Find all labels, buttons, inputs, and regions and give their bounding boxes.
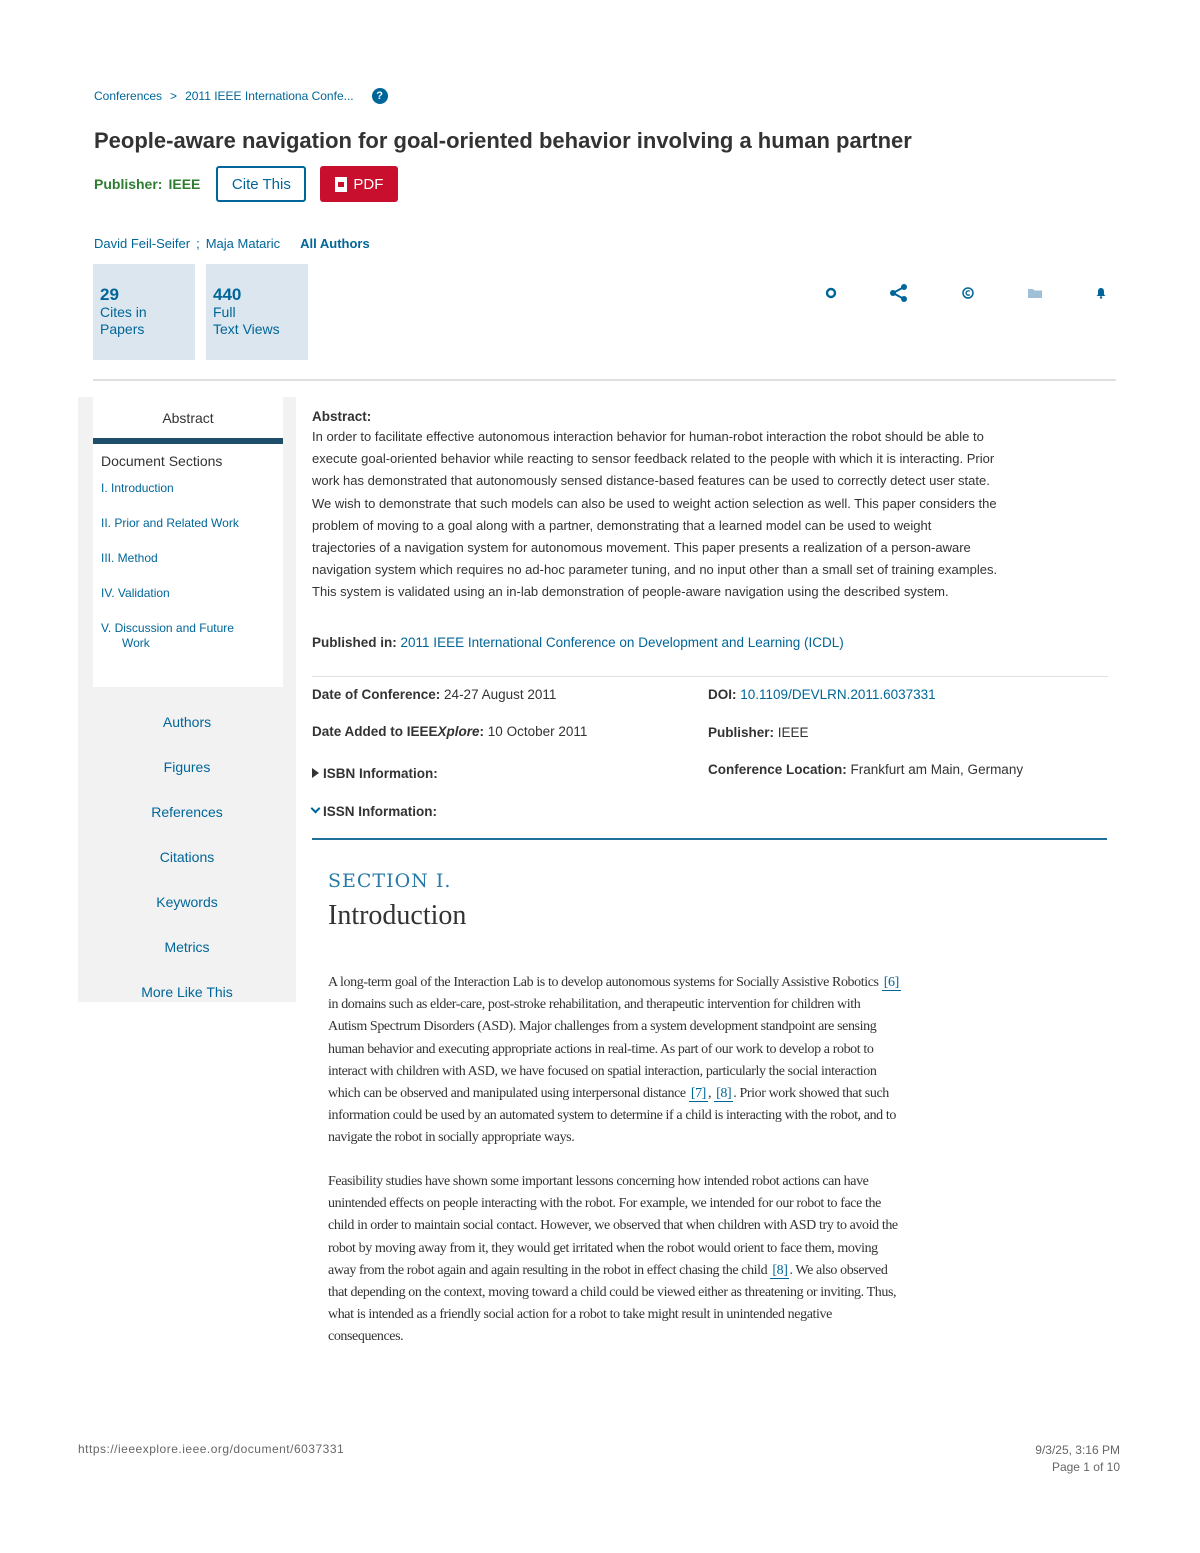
footer-date: 9/3/25, 3:16 PM [1035,1443,1120,1457]
breadcrumb [94,88,388,104]
header-divider [93,379,1116,381]
meta-label-colon: : [479,724,485,739]
text-span: away from the robot again and again resulting in the robot in effect chasing the child [328,1262,771,1278]
text-span: A long-term goal of the Interaction Lab is to develop autonomous systems for Socially Assistive Robotics [328,975,882,990]
paragraph-1 [328,972,1058,1150]
meta-value: Frankfurt am Main, Germany [850,762,1024,777]
pdf-button[interactable] [320,166,398,202]
text-line: in domains such as elder-care, post-stroke rehabilitation, and therapeutic intervention for children with [328,997,861,1013]
metric-label: Full [213,304,236,320]
text-line: robot by moving away from it, they would get irritated when the robot would orient to face them, moving [328,1240,878,1256]
folder-icon[interactable] [1024,282,1046,304]
sidebar-link-more-like-this[interactable]: More Like This [141,983,233,1000]
sidebar-item-abstract[interactable]: Abstract [93,397,283,444]
text-line: what is intended as a friendly social action for a robot to take might result in unintended negative [328,1307,832,1323]
meta-label: Date of Conference: [312,687,441,702]
text-line: navigate the robot in socially appropriate ways. [328,1130,575,1146]
footer-date-page [1035,1442,1120,1476]
text-line [328,1260,1058,1282]
text-line: information could be used by an automated system to determine if a child is interacting with the robot, and to [328,1108,896,1124]
text-line: interact with children with ASD, we have focused on spatial interaction, particularly the social interaction [328,1063,877,1079]
sidebar-section-introduction[interactable]: I. Introduction [101,481,174,495]
reference-link[interactable]: [7] [690,1086,706,1102]
metric-label: Text Views [213,321,280,337]
breadcrumb-conference[interactable]: 2011 IEEE Internationa Confe... [185,89,354,103]
metric-cites[interactable] [93,264,195,360]
sidebar-link-references[interactable]: References [151,803,223,820]
page-title: People-aware navigation for goal-oriented behavior involving a human partner [94,128,912,153]
help-icon[interactable]: ? [372,88,388,104]
publisher-label: Publisher: [94,176,163,192]
paragraph-2 [328,1171,1058,1349]
doi [708,687,936,702]
meta-value: IEEE [777,725,809,740]
published-in [312,635,844,650]
meta-publisher [708,725,809,740]
footer-url: https://ieeexplore.ieee.org/document/6037331 [78,1442,345,1456]
meta-divider [312,676,1108,677]
section-divider [312,838,1107,840]
authors-row [94,236,370,251]
pdf-button-label: PDF [353,175,384,193]
sidebar-link-citations[interactable]: Citations [159,848,215,865]
abstract-line: problem of moving to a goal along with a partner, demonstrating that a learned model can be used to weight [312,517,932,533]
text-span: . Prior work showed that such [733,1086,889,1102]
abstract-line: work has demonstrated that autonomously sensed distance-based features can be used to correctly detect user state. [312,473,990,489]
publisher-value: IEEE [168,176,201,192]
text-span: , [707,1086,715,1102]
sidebar-link-authors[interactable]: Authors [162,713,212,730]
text-line: consequences. [328,1329,404,1345]
sidebar-section-label: V. Discussion and Future [101,621,234,635]
sidebar-section-prior-work[interactable]: II. Prior and Related Work [101,516,239,530]
published-in-link[interactable]: 2011 IEEE International Conference on Development and Learning (ICDL) [400,635,844,650]
sidebar-section-validation[interactable]: IV. Validation [101,586,170,600]
all-authors-link[interactable]: All Authors [300,236,370,251]
publisher-row [94,166,398,202]
breadcrumb-separator: > [170,89,178,103]
meta-label: Conference Location: [708,762,847,777]
text-span: which can be observed and manipulated using interpersonal distance [328,1086,689,1102]
text-line: that depending on the context, moving toward a child could be viewed either as threatening or inviting. Thus, [328,1285,897,1301]
meta-value: 24-27 August 2011 [444,687,557,702]
meta-label: Publisher: [708,725,775,740]
document-sections-title: Document Sections [101,453,223,469]
circle-icon[interactable] [820,282,842,304]
document-sections [93,444,283,687]
abstract-line: trajectories of a navigation system for autonomous movement. This paper presents a realization of a person-aware [312,540,971,556]
metric-value: 29 [100,285,119,304]
reference-link[interactable]: [6] [883,975,899,990]
author-link[interactable]: David Feil-Seifer [94,236,191,251]
pdf-file-icon [335,177,347,192]
text-line: human behavior and executing appropriate actions in real-time. As part of our work to develop a robot to [328,1041,874,1057]
date-added [312,724,587,739]
author-link[interactable]: Maja Mataric [205,236,281,251]
abstract-line: navigation system which requires no ad-hoc parameter tuning, and no input other than a small set of training examples. [312,562,998,578]
section-title: Introduction [328,900,467,931]
meta-label-italic: Xplore [437,724,480,739]
conference-location [708,762,1023,777]
share-icon[interactable] [888,282,910,304]
metric-label: Papers [100,321,145,337]
text-line [328,972,1058,994]
sidebar-link-keywords[interactable]: Keywords [156,893,218,910]
text-span: . We also observed [789,1262,888,1278]
sidebar [78,397,296,1002]
meta-label: ISSN Information: [323,804,437,819]
metric-full-text-views[interactable] [206,264,308,360]
published-in-label: Published in: [312,635,397,650]
text-line: Autism Spectrum Disorders (ASD). Major challenges from a system development standpoint are sensing [328,1019,877,1035]
meta-label: DOI: [708,687,737,702]
meta-label: Date Added to IEEE [312,724,438,739]
abstract-line: We wish to demonstrate that such models can also be used to weight action selection as well. This paper considers the [312,495,997,511]
doi-link[interactable]: 10.1109/DEVLRN.2011.6037331 [740,687,936,702]
sidebar-link-figures[interactable]: Figures [163,758,211,775]
bell-icon[interactable] [1090,282,1112,304]
footer-page: Page 1 of 10 [1051,1460,1120,1474]
action-toolbar [818,282,1114,304]
abstract-line: This system is validated using an in-lab demonstration of people-aware navigation using the described system. [312,584,949,600]
breadcrumb-conferences[interactable]: Conferences [94,89,163,103]
author-separator: ; [196,236,200,251]
sidebar-link-metrics[interactable]: Metrics [164,938,210,955]
expand-triangle-icon [312,768,319,778]
abstract-line: execute goal-oriented behavior while reacting to sensor feedback related to the people with which it is interacting. Prior [312,451,995,467]
abstract [312,408,1112,604]
meta-value: 10 October 2011 [487,724,588,739]
metric-label: Cites in [100,304,147,320]
meta-label: ISBN Information: [323,766,438,781]
chevron-down-icon [311,804,321,814]
reference-link[interactable]: [8] [772,1262,788,1278]
text-line [328,1083,1058,1105]
sidebar-section-label: Work [122,636,150,650]
reference-link[interactable]: [8] [716,1086,732,1102]
copyright-icon[interactable] [957,282,979,304]
cite-this-button[interactable]: Cite This [216,166,306,202]
abstract-line: In order to facilitate effective autonomous interaction behavior for human-robot interaction the robot should be able to [312,429,984,444]
text-line: Feasibility studies have shown some important lessons concerning how intended robot actions can have [328,1174,869,1189]
sidebar-section-discussion[interactable] [101,621,283,651]
date-of-conference [312,687,556,702]
sidebar-links [78,699,296,1014]
abstract-heading: Abstract: [312,409,372,424]
metric-value: 440 [213,285,242,304]
text-line: unintended effects on people interacting with the robot. For example, we intended for our robot to face the [328,1196,881,1212]
issn-information[interactable] [312,804,437,819]
section-number: SECTION I. [328,870,452,892]
sidebar-section-method[interactable]: III. Method [101,551,158,565]
isbn-information[interactable] [312,766,438,781]
text-line: child in order to maintain social contact. However, we observed that when children with ASD try to avoid the [328,1218,898,1234]
